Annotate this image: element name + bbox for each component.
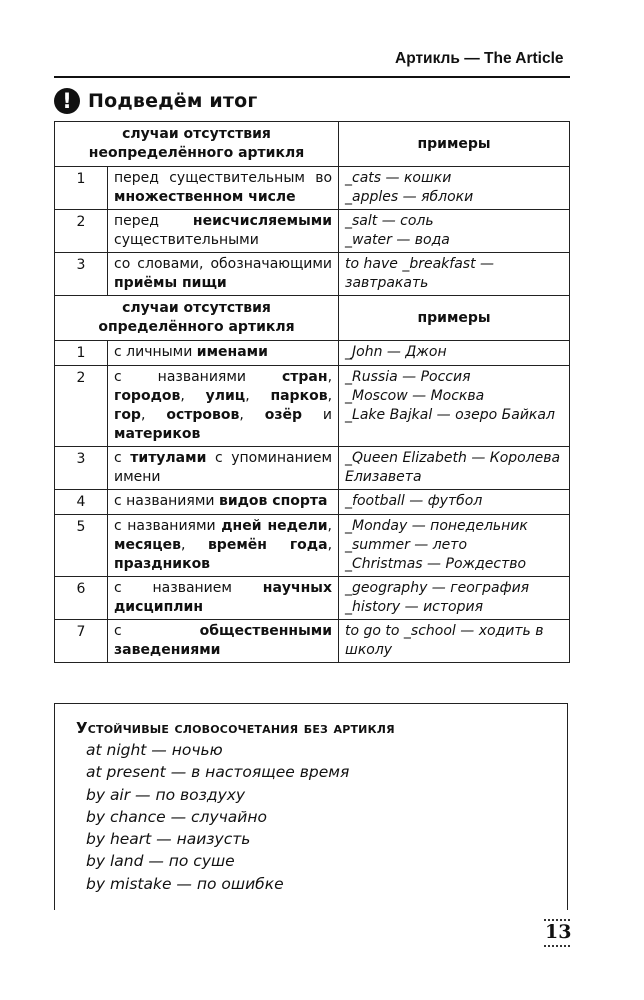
table-row [55,490,570,515]
example-line: _apples — яблоки [345,189,474,205]
table-row [55,210,570,253]
header-cases: случаи отсутствия определённого артикля [55,296,339,341]
exclamation-icon: ! [54,88,80,114]
summary-title: Подведём итог [88,90,258,112]
row-number: 1 [55,167,108,210]
page-number: 13 [545,921,572,943]
bold-term: озёр [264,407,302,423]
text-part: перед [114,213,193,229]
header-cases: случаи отсутствия неопределённого артикля [55,122,339,167]
idiom-item: at night — ночью [86,741,223,759]
example-line: _Moscow — Москва [345,388,485,404]
text-part: с упоминанием имени [114,450,333,485]
example-line: to have _breakfast — завтракать [345,256,495,291]
idiom-item: by air — по воздуху [86,785,246,804]
row-description [108,341,339,366]
row-number: 6 [55,577,108,620]
table-row [55,341,570,366]
article-rules-table [54,121,570,663]
text-part: , [327,388,333,404]
bold-term: именами [196,344,268,360]
text-part: с названием [114,580,263,596]
example-line: _Christmas — Рождество [345,556,527,572]
bold-term: времён года [207,537,328,553]
row-description [108,253,339,296]
example-line: _Lake Bajkal — озеро Байкал [345,407,555,423]
text-part: с названиями [114,369,282,385]
table-row [55,366,570,447]
row-description [108,447,339,490]
row-examples [339,341,570,366]
bold-term: улиц [205,388,246,404]
table-row [55,447,570,490]
bold-term: праздников [114,556,211,572]
bold-term: парков [270,388,328,404]
bold-term: стран [282,369,328,385]
example-line: _geography — география [345,580,530,596]
table-row [55,577,570,620]
table-header-row [55,122,570,167]
text-part: с названиями [114,493,219,509]
bold-term: общественными заведениями [114,623,333,658]
header-examples: примеры [339,296,570,341]
idiom-item: by heart — наизусть [86,830,251,849]
bold-term: титулами [130,450,207,466]
row-number: 3 [55,253,108,296]
bold-term: научных дисциплин [114,580,333,615]
idioms-title: Устойчивые словосочетания без артикля [76,719,395,737]
idiom-item: by land — по суше [86,852,235,871]
page-number-dots-bottom [544,945,570,947]
text-part: с [114,623,200,639]
bold-term: видов спорта [218,493,328,509]
row-examples [339,515,570,577]
example-line: _Queen Elizabeth — Королева Елизавета [345,450,561,485]
row-examples [339,253,570,296]
text-part: , [327,369,333,385]
table-header-row [55,296,570,341]
text-part: , [239,407,265,423]
bold-term: гор [114,407,141,423]
text-part: , [245,388,271,404]
row-description [108,167,339,210]
row-number: 2 [55,366,108,447]
text-part: , [180,388,206,404]
row-description [108,210,339,253]
table-row [55,620,570,663]
row-description [108,490,339,515]
row-number: 2 [55,210,108,253]
text-part: , [327,537,333,553]
summary-heading [54,86,258,116]
idiom-item: by chance — случайно [86,807,267,826]
text-part: перед существительным во [114,170,333,186]
bold-term: дней недели [221,518,328,534]
text-part: и [301,407,332,423]
idioms-list [86,739,349,895]
text-part: с [114,450,131,466]
row-examples [339,366,570,447]
bold-term: материков [114,426,201,442]
bold-term: неисчисляемыми [192,213,333,229]
row-description [108,515,339,577]
row-examples [339,577,570,620]
idiom-item: by mistake — по ошибке [86,874,284,893]
running-title: Артикль — The Article [395,50,564,67]
header-examples: примеры [339,122,570,167]
text-part: существительными [114,232,259,248]
example-line: _football — футбол [345,493,483,509]
row-examples [339,490,570,515]
row-examples [339,620,570,663]
bold-term: городов [114,388,181,404]
bold-term: островов [166,407,240,423]
bold-term: месяцев [114,537,181,553]
text-part: , [140,407,167,423]
row-number: 3 [55,447,108,490]
example-line: _summer — лето [345,537,468,553]
text-part: со словами, обозначающими [114,256,333,272]
example-line: _cats — кошки [345,170,452,186]
table-row [55,167,570,210]
row-description [108,366,339,447]
row-examples [339,167,570,210]
row-number: 1 [55,341,108,366]
row-description [108,577,339,620]
example-line: to go to _school — ходить в школу [345,623,544,658]
idiom-item: at present — в настоящее время [86,763,350,782]
example-line: _salt — соль [345,213,434,229]
header-rule [54,76,570,78]
text-part: , [327,518,332,534]
example-line: _Russia — Россия [345,369,471,385]
bold-term: приёмы пищи [114,275,227,291]
table-row [55,253,570,296]
row-number: 4 [55,490,108,515]
text-part: с названиями [114,518,222,534]
text-part: с личными [114,344,197,360]
example-line: _water — вода [345,232,450,248]
example-line: _Monday — понедельник [345,518,528,534]
example-line: _history — история [345,599,483,615]
text-part: , [180,537,208,553]
example-line: _John — Джон [345,344,447,360]
bold-term: множественном числе [114,189,296,205]
row-description [108,620,339,663]
row-examples [339,210,570,253]
row-number: 7 [55,620,108,663]
row-examples [339,447,570,490]
table-row [55,515,570,577]
row-number: 5 [55,515,108,577]
